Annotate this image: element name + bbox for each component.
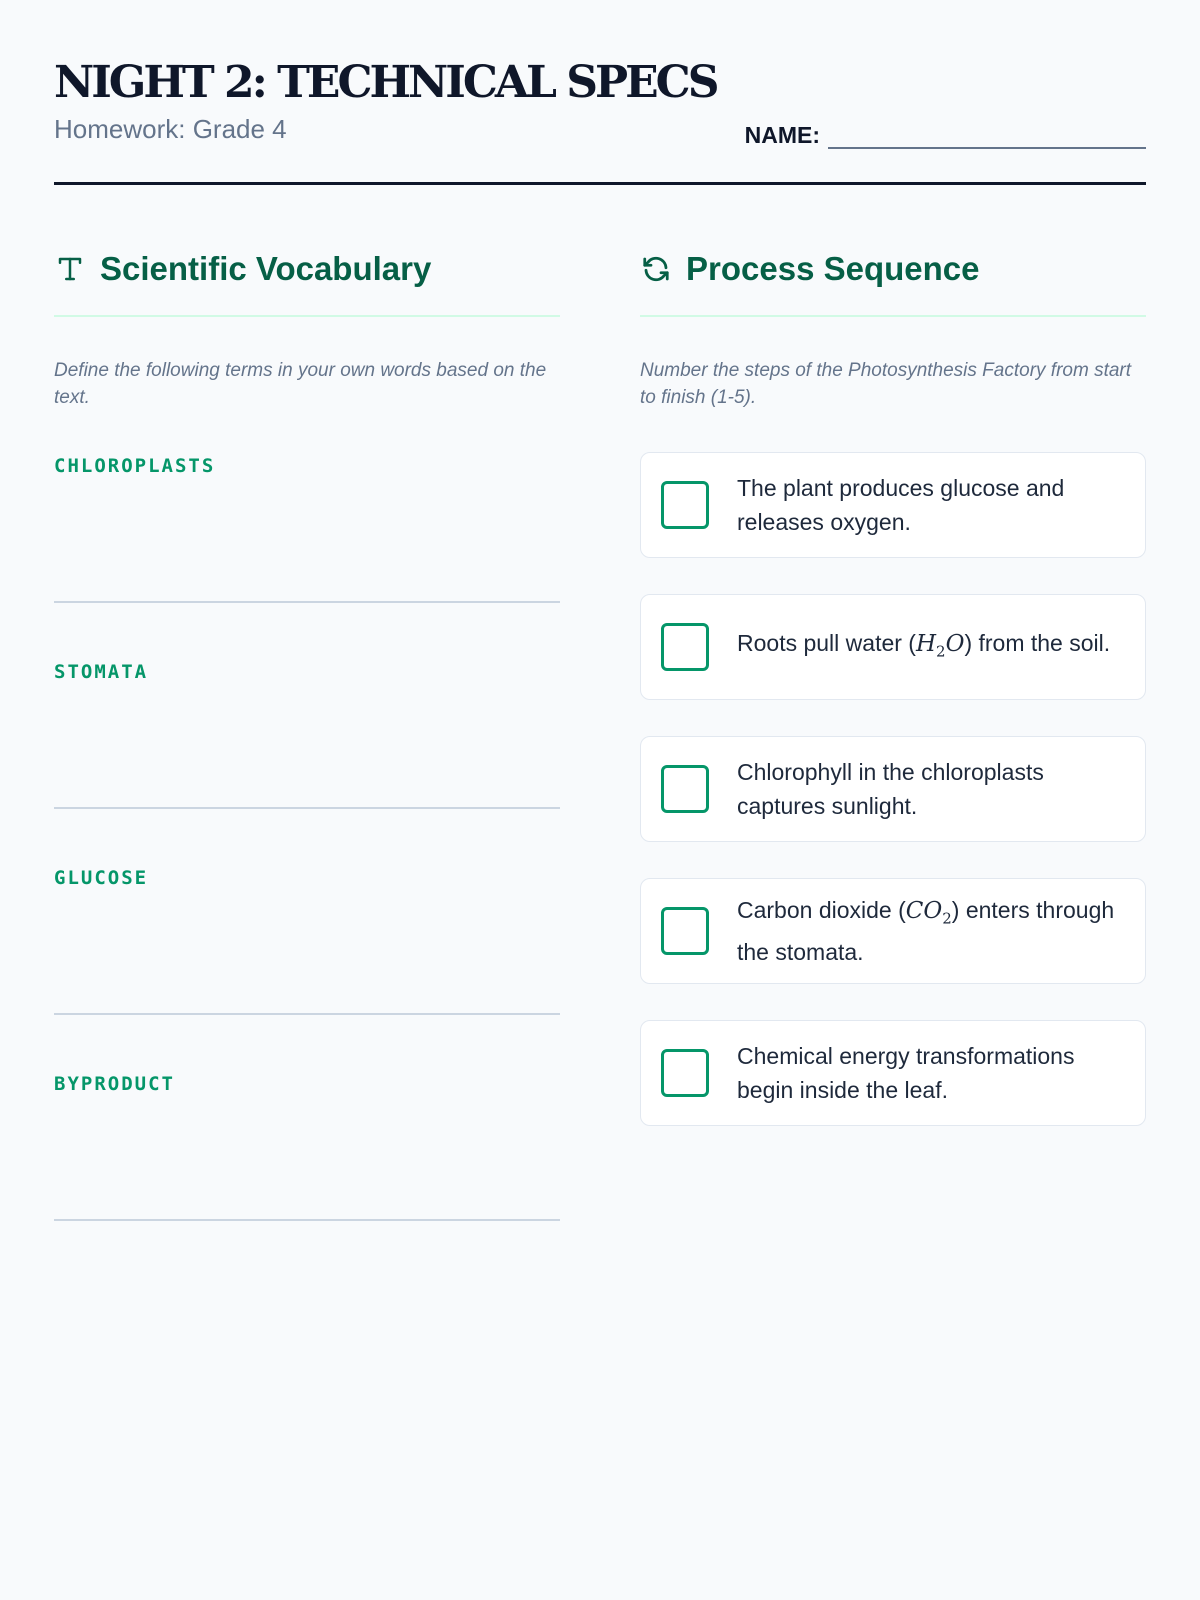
sequence-step-card <box>640 594 1146 700</box>
step-number-box[interactable] <box>661 1049 709 1097</box>
step-text-end: ) from the soil. <box>964 629 1111 656</box>
vocabulary-section <box>54 241 560 1279</box>
vocabulary-instructions: Define the following terms in your own words based on the text. <box>54 360 547 408</box>
formula-symbol-after: O <box>945 630 965 657</box>
step-text <box>737 893 1125 970</box>
formula-symbol: H <box>915 630 937 657</box>
sequence-step-card <box>640 452 1146 558</box>
sequence-step-card <box>640 878 1146 984</box>
water-formula <box>915 630 965 661</box>
step-number-box[interactable] <box>661 907 709 955</box>
vocab-item[interactable] <box>54 1073 560 1221</box>
vocab-term: CHLOROPLASTS <box>54 455 216 477</box>
sequence-step-card <box>640 1020 1146 1126</box>
vocab-item[interactable] <box>54 455 560 603</box>
step-number-box[interactable] <box>661 481 709 529</box>
step-text: Chemical energy transformations begin inside the leaf. <box>737 1043 1075 1103</box>
worksheet-columns <box>54 241 1146 1279</box>
vocab-term: BYPRODUCT <box>54 1073 175 1095</box>
step-text <box>737 626 1110 669</box>
formula-subscript: 2 <box>936 642 946 661</box>
step-text-start: Carbon dioxide ( <box>737 896 906 923</box>
carbon-dioxide-formula <box>905 897 952 928</box>
vocabulary-list <box>54 455 560 1221</box>
sequence-section <box>640 241 1146 1279</box>
name-label: NAME: <box>744 122 820 148</box>
vocabulary-header <box>54 241 560 317</box>
step-text: The plant produces glucose and releases oxygen. <box>737 475 1065 535</box>
vocab-term: STOMATA <box>54 661 149 683</box>
refresh-icon <box>640 253 672 285</box>
name-input-line[interactable] <box>828 125 1146 149</box>
formula-subscript: 2 <box>942 909 952 928</box>
vocab-item[interactable] <box>54 661 560 809</box>
page-title: NIGHT 2: TECHNICAL SPECS <box>54 57 717 108</box>
type-icon <box>54 253 86 285</box>
vocab-term: GLUCOSE <box>54 867 149 889</box>
step-text-start: Roots pull water ( <box>737 629 916 656</box>
vocab-item[interactable] <box>54 867 560 1015</box>
name-field-group <box>745 122 1146 149</box>
sequence-step-card <box>640 736 1146 842</box>
step-text-end: ) enters through the stomata. <box>737 896 1115 966</box>
sequence-list <box>640 452 1146 1126</box>
step-number-box[interactable] <box>661 765 709 813</box>
sequence-title: Process Sequence <box>686 250 980 287</box>
sequence-header <box>640 241 1146 317</box>
step-text: Chlorophyll in the chloroplasts captures sunlight. <box>737 759 1044 819</box>
sequence-instructions: Number the steps of the Photosynthesis Factory from start to finish (1-5). <box>640 360 1132 408</box>
formula-symbol: CO <box>905 897 943 924</box>
vocabulary-title: Scientific Vocabulary <box>100 250 432 287</box>
step-number-box[interactable] <box>661 623 709 671</box>
grade-subtitle: Homework: Grade 4 <box>54 114 287 144</box>
worksheet-header <box>54 0 1146 185</box>
